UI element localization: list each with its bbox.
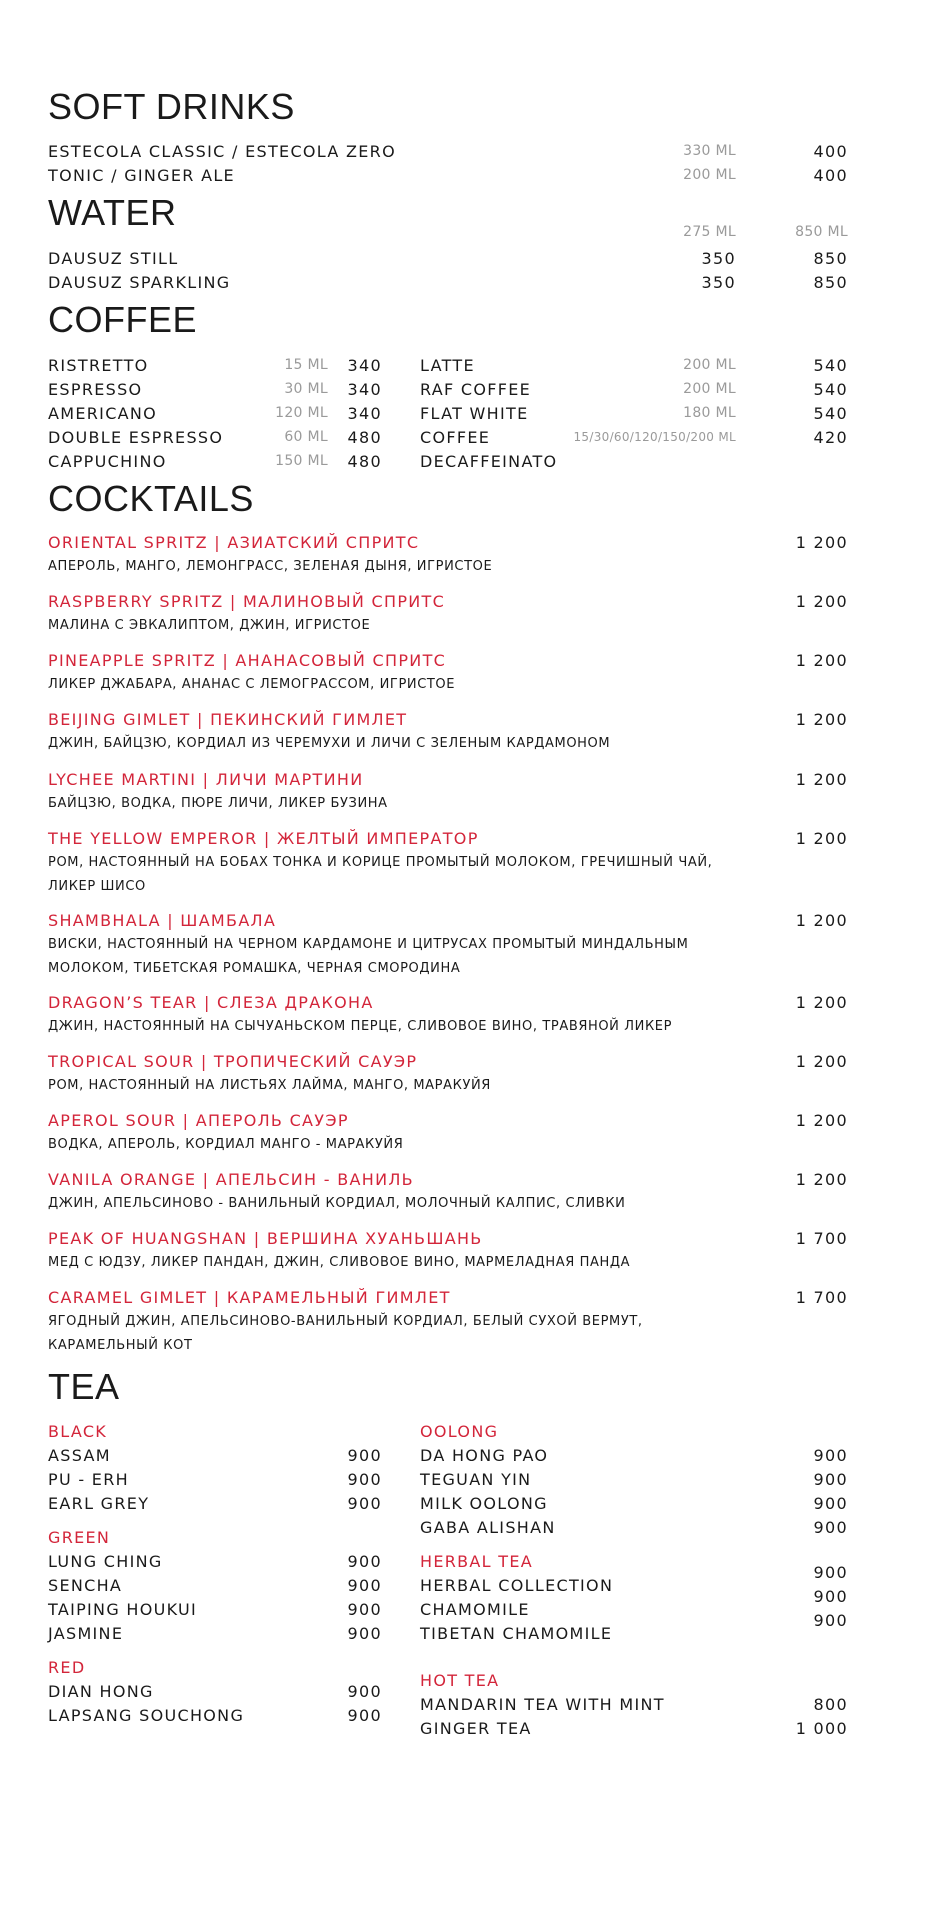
menu-item-price: 340 <box>347 380 382 399</box>
cocktail-price: 1 200 <box>795 533 848 552</box>
tea-item-price: 900 <box>813 1518 848 1537</box>
tea-item-price: 900 <box>347 1446 382 1465</box>
tea-item-name: MILK OOLONG <box>420 1494 548 1513</box>
tea-item-name: TEGUAN YIN <box>420 1470 532 1489</box>
cocktail-name: PINEAPPLE SPRITZ | АНАНАСОВЫЙ СПРИТС <box>48 651 447 670</box>
menu-item-volume: 150 ML <box>275 453 328 469</box>
tea-item-price: 900 <box>347 1552 382 1571</box>
tea-item-name: PU - ERH <box>48 1470 129 1489</box>
tea-category-label: RED <box>48 1658 86 1677</box>
cocktail-name: THE YELLOW EMPEROR | ЖЕЛТЫЙ ИМПЕРАТОР <box>48 829 479 848</box>
cocktail-price: 1 200 <box>795 1111 848 1130</box>
menu-item-price: 350 <box>701 273 736 292</box>
cocktail-name: TROPICAL SOUR | ТРОПИЧЕСКИЙ САУЭР <box>48 1052 418 1071</box>
section-title-coffee: COFFEE <box>48 299 198 340</box>
tea-item-price: 800 <box>813 1695 848 1714</box>
menu-item-price: 540 <box>813 356 848 375</box>
menu-item-price: 850 <box>813 273 848 292</box>
menu-item-price: 420 <box>813 428 848 447</box>
menu-item-volume: 15 ML <box>284 357 328 373</box>
cocktail-name: CARAMEL GIMLET | КАРАМЕЛЬНЫЙ ГИМЛЕТ <box>48 1288 451 1307</box>
tea-item-price: 900 <box>813 1563 848 1582</box>
cocktail-description: АПЕРОЛЬ, МАНГО, ЛЕМОНГРАСС, ЗЕЛЕНАЯ ДЫНЯ, ИГРИСТОЕ <box>48 559 493 574</box>
cocktail-price: 1 200 <box>795 1170 848 1189</box>
menu-item-name: DAUSUZ STILL <box>48 249 179 268</box>
cocktail-price: 1 200 <box>795 770 848 789</box>
cocktail-name: ORIENTAL SPRITZ | АЗИАТСКИЙ СПРИТС <box>48 533 420 552</box>
cocktail-name: BEIJING GIMLET | ПЕКИНСКИЙ ГИМЛЕТ <box>48 710 408 729</box>
cocktail-name: PEAK OF HUANGSHAN | ВЕРШИНА ХУАНЬШАНЬ <box>48 1229 483 1248</box>
cocktail-description: ЯГОДНЫЙ ДЖИН, АПЕЛЬСИНОВО-ВАНИЛЬНЫЙ КОРДИАЛ, БЕЛЫЙ СУХОЙ ВЕРМУТ, <box>48 1314 643 1329</box>
menu-item-price: 340 <box>347 404 382 423</box>
tea-item-price: 900 <box>347 1470 382 1489</box>
section-title-soft-drinks: SOFT DRINKS <box>48 86 295 127</box>
menu-item-name: AMERICANO <box>48 404 158 423</box>
cocktail-description: ВОДКА, АПЕРОЛЬ, КОРДИАЛ МАНГО - МАРАКУЙЯ <box>48 1137 404 1152</box>
tea-item-price: 900 <box>813 1611 848 1630</box>
tea-item-price: 900 <box>347 1624 382 1643</box>
tea-item-price: 900 <box>347 1494 382 1513</box>
menu-item-name: ESPRESSO <box>48 380 143 399</box>
cocktail-description: ЛИКЕР ШИСО <box>48 879 146 894</box>
cocktail-description: БАЙЦЗЮ, ВОДКА, ПЮРЕ ЛИЧИ, ЛИКЕР БУЗИНА <box>48 796 388 811</box>
cocktail-price: 1 200 <box>795 1052 848 1071</box>
cocktail-name: RASPBERRY SPRITZ | МАЛИНОВЫЙ СПРИТС <box>48 592 446 611</box>
cocktail-price: 1 200 <box>795 710 848 729</box>
tea-item-name: GABA ALISHAN <box>420 1518 556 1537</box>
cocktail-description: ЛИКЕР ДЖАБАРА, АНАНАС С ЛЕМОГРАССОМ, ИГРИСТОЕ <box>48 677 456 692</box>
cocktail-price: 1 200 <box>795 911 848 930</box>
menu-item-volume: 200 ML <box>683 381 736 397</box>
section-title-water: WATER <box>48 192 177 233</box>
menu-item-name: RISTRETTO <box>48 356 149 375</box>
water-volume-large: 850 ML <box>795 224 848 240</box>
tea-item-price: 900 <box>347 1576 382 1595</box>
tea-item-price: 900 <box>347 1600 382 1619</box>
tea-item-price: 900 <box>813 1494 848 1513</box>
menu-item-volume: 120 ML <box>275 405 328 421</box>
tea-category-label: HOT TEA <box>420 1671 500 1690</box>
menu-item-name: CAPPUCHINO <box>48 452 167 471</box>
tea-item-price: 900 <box>347 1706 382 1725</box>
tea-item-name: ASSAM <box>48 1446 111 1465</box>
tea-item-name: LUNG CHING <box>48 1552 163 1571</box>
menu-item-volume: 15/30/60/120/150/200 ML <box>573 430 736 444</box>
menu-item-price: 480 <box>347 452 382 471</box>
cocktail-name: APEROL SOUR | АПЕРОЛЬ САУЭР <box>48 1111 349 1130</box>
cocktail-name: SHAMBHALA | ШАМБАЛА <box>48 911 277 930</box>
tea-item-price: 900 <box>347 1682 382 1701</box>
tea-item-name: DIAN HONG <box>48 1682 154 1701</box>
tea-category-label: HERBAL TEA <box>420 1552 534 1571</box>
menu-item-volume: 330 ML <box>683 143 736 159</box>
cocktail-price: 1 700 <box>795 1288 848 1307</box>
menu-item-name: TONIC / GINGER ALE <box>48 166 235 185</box>
tea-item-name: TIBETAN CHAMOMILE <box>420 1624 613 1643</box>
menu-page <box>48 0 848 1920</box>
menu-item-name: DOUBLE ESPRESSO <box>48 428 224 447</box>
cocktail-name: LYCHEE MARTINI | ЛИЧИ МАРТИНИ <box>48 770 364 789</box>
tea-item-name: DA HONG PAO <box>420 1446 549 1465</box>
cocktail-description: МАЛИНА С ЭВКАЛИПТОМ, ДЖИН, ИГРИСТОЕ <box>48 618 371 633</box>
menu-item-price: 400 <box>813 166 848 185</box>
section-title-tea: TEA <box>48 1366 120 1407</box>
cocktail-name: DRAGON’S TEAR | СЛЕЗА ДРАКОНА <box>48 993 374 1012</box>
cocktail-description: МОЛОКОМ, ТИБЕТСКАЯ РОМАШКА, ЧЕРНАЯ СМОРОДИНА <box>48 961 461 976</box>
cocktail-name: VANILA ORANGE | АПЕЛЬСИН - ВАНИЛЬ <box>48 1170 414 1189</box>
cocktail-price: 1 200 <box>795 592 848 611</box>
tea-item-name: TAIPING HOUKUI <box>48 1600 198 1619</box>
menu-item-price: 850 <box>813 249 848 268</box>
menu-item-price: 350 <box>701 249 736 268</box>
cocktail-description: ДЖИН, НАСТОЯННЫЙ НА СЫЧУАНЬСКОМ ПЕРЦЕ, СЛИВОВОЕ ВИНО, ТРАВЯНОЙ ЛИКЕР <box>48 1019 673 1034</box>
cocktail-price: 1 200 <box>795 829 848 848</box>
cocktail-description: МЕД С ЮДЗУ, ЛИКЕР ПАНДАН, ДЖИН, СЛИВОВОЕ ВИНО, МАРМЕЛАДНАЯ ПАНДА <box>48 1255 631 1270</box>
tea-item-name: CHAMOMILE <box>420 1600 530 1619</box>
cocktail-price: 1 700 <box>795 1229 848 1248</box>
tea-category-label: GREEN <box>48 1528 111 1547</box>
cocktail-description: ВИСКИ, НАСТОЯННЫЙ НА ЧЕРНОМ КАРДАМОНЕ И ЦИТРУСАХ ПРОМЫТЫЙ МИНДАЛЬНЫМ <box>48 937 689 952</box>
tea-item-price: 900 <box>813 1587 848 1606</box>
menu-item-name: LATTE <box>420 356 475 375</box>
tea-item-name: MANDARIN TEA WITH MINT <box>420 1695 665 1714</box>
tea-category-label: BLACK <box>48 1422 108 1441</box>
menu-item-price: 540 <box>813 380 848 399</box>
cocktail-price: 1 200 <box>795 651 848 670</box>
menu-item-volume: 180 ML <box>683 405 736 421</box>
tea-category-label: OOLONG <box>420 1422 499 1441</box>
tea-item-price: 1 000 <box>795 1719 848 1738</box>
menu-item-price: 400 <box>813 142 848 161</box>
menu-item-price: 540 <box>813 404 848 423</box>
menu-item-name: COFFEE <box>420 428 491 447</box>
menu-item-price: 480 <box>347 428 382 447</box>
tea-item-price: 900 <box>813 1470 848 1489</box>
tea-item-name: JASMINE <box>48 1624 124 1643</box>
cocktail-description: РОМ, НАСТОЯННЫЙ НА ЛИСТЬЯХ ЛАЙМА, МАНГО, МАРАКУЙЯ <box>48 1078 491 1093</box>
menu-item-name: RAF COFFEE <box>420 380 532 399</box>
tea-item-name: LAPSANG SOUCHONG <box>48 1706 245 1725</box>
tea-item-name: EARL GREY <box>48 1494 150 1513</box>
menu-item-name: ESTECOLA CLASSIC / ESTECOLA ZERO <box>48 142 396 161</box>
section-title-cocktails: COCKTAILS <box>48 478 254 519</box>
cocktail-description: ДЖИН, БАЙЦЗЮ, КОРДИАЛ ИЗ ЧЕРЕМУХИ И ЛИЧИ С ЗЕЛЕНЫМ КАРДАМОНОМ <box>48 736 611 751</box>
menu-item-volume: 200 ML <box>683 357 736 373</box>
menu-item-volume: 30 ML <box>284 381 328 397</box>
cocktail-description: РОМ, НАСТОЯННЫЙ НА БОБАХ ТОНКА И КОРИЦЕ ПРОМЫТЫЙ МОЛОКОМ, ГРЕЧИШНЫЙ ЧАЙ, <box>48 855 713 870</box>
tea-item-name: SENCHA <box>48 1576 123 1595</box>
cocktail-price: 1 200 <box>795 993 848 1012</box>
menu-item-volume: 60 ML <box>284 429 328 445</box>
menu-item-name: FLAT WHITE <box>420 404 529 423</box>
tea-item-name: HERBAL COLLECTION <box>420 1576 614 1595</box>
water-volume-small: 275 ML <box>683 224 736 240</box>
tea-item-price: 900 <box>813 1446 848 1465</box>
cocktail-description: ДЖИН, АПЕЛЬСИНОВО - ВАНИЛЬНЫЙ КОРДИАЛ, МОЛОЧНЫЙ КАЛПИС, СЛИВКИ <box>48 1196 626 1211</box>
cocktail-description: КАРАМЕЛЬНЫЙ КОТ <box>48 1338 193 1353</box>
menu-item-price: 340 <box>347 356 382 375</box>
menu-item-name: DECAFFEINATO <box>420 452 558 471</box>
menu-item-volume: 200 ML <box>683 167 736 183</box>
tea-item-name: GINGER TEA <box>420 1719 532 1738</box>
menu-item-name: DAUSUZ SPARKLING <box>48 273 231 292</box>
